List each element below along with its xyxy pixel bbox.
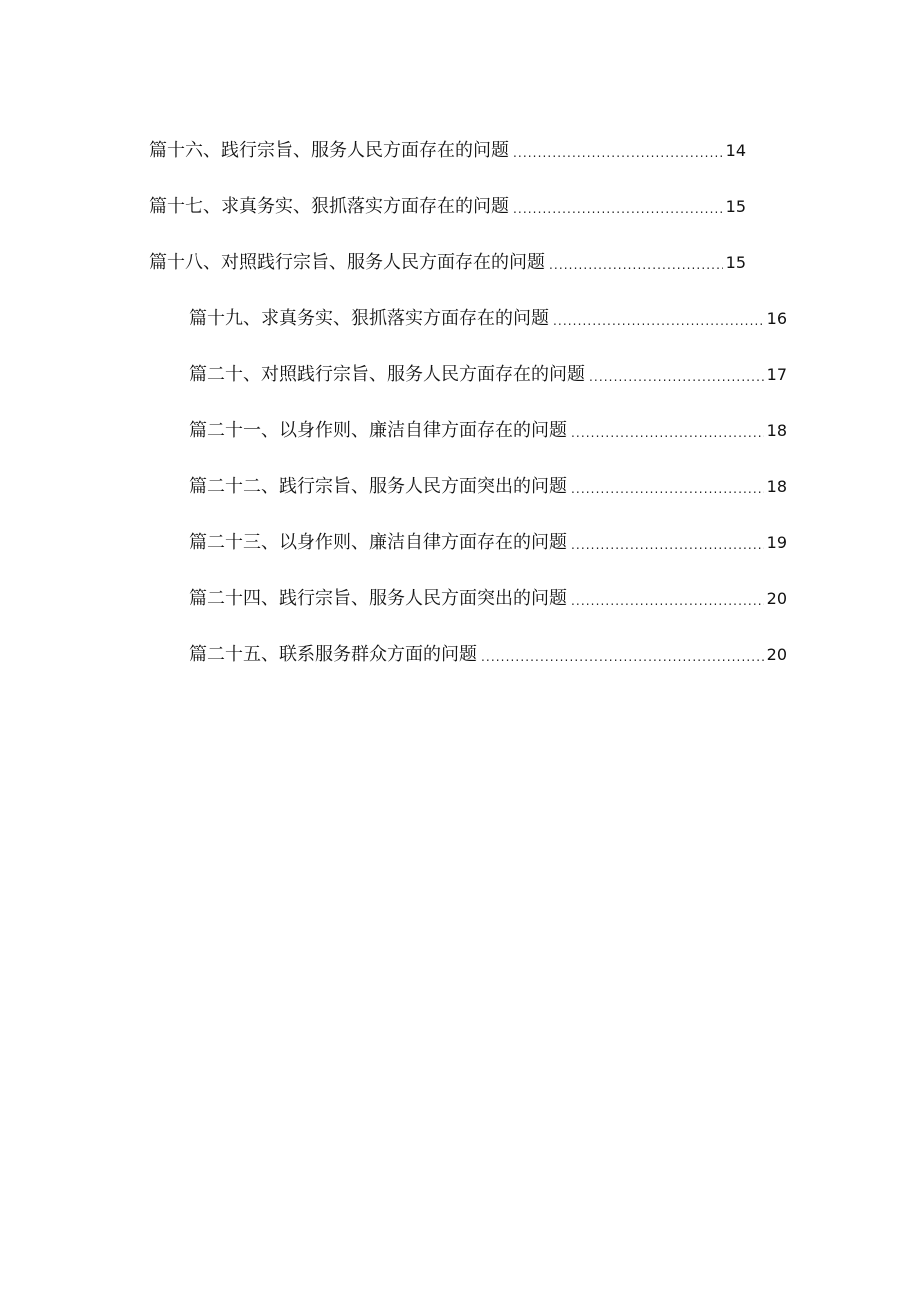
toc-entry[interactable] — [189, 305, 787, 333]
toc-entry[interactable] — [149, 137, 746, 165]
toc-entry-title: 篇二十四、践行宗旨、服务人民方面突出的问题 — [189, 588, 567, 609]
toc-entry[interactable] — [149, 193, 746, 221]
toc-entry-page-number: 19 — [766, 533, 787, 552]
dot-leader — [513, 143, 723, 163]
dot-leader — [589, 367, 764, 387]
toc-entry-title: 篇二十五、联系服务群众方面的问题 — [189, 644, 477, 665]
toc-entry-title: 篇二十一、以身作则、廉洁自律方面存在的问题 — [189, 420, 567, 441]
toc-entry-page-number: 20 — [766, 645, 787, 664]
toc-entry-title: 篇十七、求真务实、狠抓落实方面存在的问题 — [149, 196, 509, 217]
toc-entry-page-number: 20 — [766, 589, 787, 608]
dot-leader — [513, 199, 723, 219]
toc-entry-page-number: 16 — [766, 309, 787, 328]
dot-leader — [571, 423, 764, 443]
toc-entry[interactable] — [189, 529, 787, 557]
toc-entry-title: 篇二十二、践行宗旨、服务人民方面突出的问题 — [189, 476, 567, 497]
toc-entry[interactable] — [149, 249, 746, 277]
toc-entry-page-number: 15 — [725, 197, 746, 216]
toc-entry-title: 篇十八、对照践行宗旨、服务人民方面存在的问题 — [149, 252, 545, 273]
toc-entry-title: 篇十六、践行宗旨、服务人民方面存在的问题 — [149, 140, 509, 161]
dot-leader — [571, 479, 764, 499]
toc-entry-page-number: 15 — [725, 253, 746, 272]
toc-entry-page-number: 18 — [766, 421, 787, 440]
toc-entry[interactable] — [189, 361, 787, 389]
toc-entry-page-number: 14 — [725, 141, 746, 160]
toc-entry[interactable] — [189, 585, 787, 613]
toc-entry-title: 篇二十、对照践行宗旨、服务人民方面存在的问题 — [189, 364, 585, 385]
dot-leader — [549, 255, 723, 275]
dot-leader — [571, 535, 764, 555]
toc-entry[interactable] — [189, 473, 787, 501]
toc-entry[interactable] — [189, 641, 787, 669]
toc-entry-page-number: 18 — [766, 477, 787, 496]
toc-entry[interactable] — [189, 417, 787, 445]
dot-leader — [553, 311, 764, 331]
dot-leader — [481, 647, 764, 667]
dot-leader — [571, 591, 764, 611]
toc-entry-title: 篇十九、求真务实、狠抓落实方面存在的问题 — [189, 308, 549, 329]
toc-entry-page-number: 17 — [766, 365, 787, 384]
toc-entry-title: 篇二十三、以身作则、廉洁自律方面存在的问题 — [189, 532, 567, 553]
